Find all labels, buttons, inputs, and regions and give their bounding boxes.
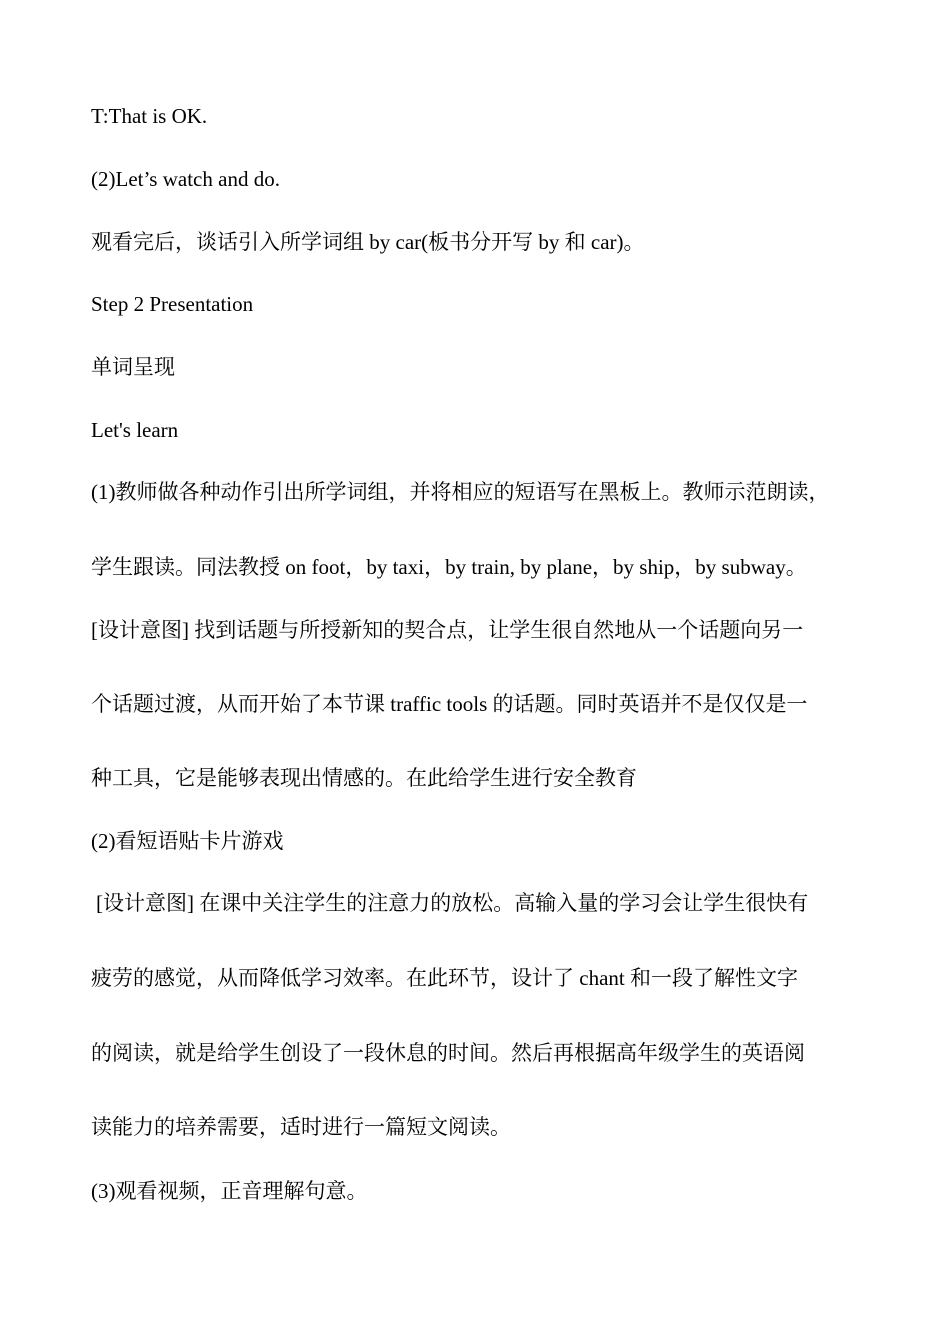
paragraph-line: 读能力的培养需要，适时进行一篇短文阅读。 — [91, 1115, 511, 1139]
activity-heading: (2)看短语贴卡片游戏 — [91, 829, 284, 853]
paragraph-line: 种工具，它是能够表现出情感的。在此给学生进行安全教育 — [91, 766, 637, 790]
activity-heading: (3)观看视频，正音理解句意。 — [91, 1179, 368, 1203]
design-intent-line: [设计意图] 找到话题与所授新知的契合点，让学生很自然地从一个话题向另一 — [91, 618, 804, 642]
paragraph-line: 观看完后，谈话引入所学词组 by car(板书分开写 by 和 car)。 — [91, 230, 645, 254]
paragraph-line: 的阅读，就是给学生创设了一段休息的时间。然后再根据高年级学生的英语阅 — [91, 1041, 805, 1065]
paragraph-line: (1)教师做各种动作引出所学词组，并将相应的短语写在黑板上。教师示范朗读， — [91, 480, 830, 504]
step-heading: Step 2 Presentation — [91, 292, 254, 316]
dialogue-line: T:That is OK. — [91, 104, 208, 128]
activity-heading: (2)Let’s watch and do. — [91, 167, 280, 191]
paragraph-line: 疲劳的感觉，从而降低学习效率。在此环节，设计了 chant 和一段了解性文字 — [91, 966, 798, 990]
design-intent-line: [设计意图] 在课中关注学生的注意力的放松。高输入量的学习会让学生很快有 — [96, 891, 809, 915]
section-heading: 单词呈现 — [91, 355, 175, 379]
section-subheading: Let's learn — [91, 418, 179, 442]
paragraph-line: 个话题过渡，从而开始了本节课 traffic tools 的话题。同时英语并不是仅仅是一 — [91, 692, 808, 716]
paragraph-line: 学生跟读。同法教授 on foot，by taxi，by train, by plane，by ship，by subway。 — [91, 555, 807, 579]
